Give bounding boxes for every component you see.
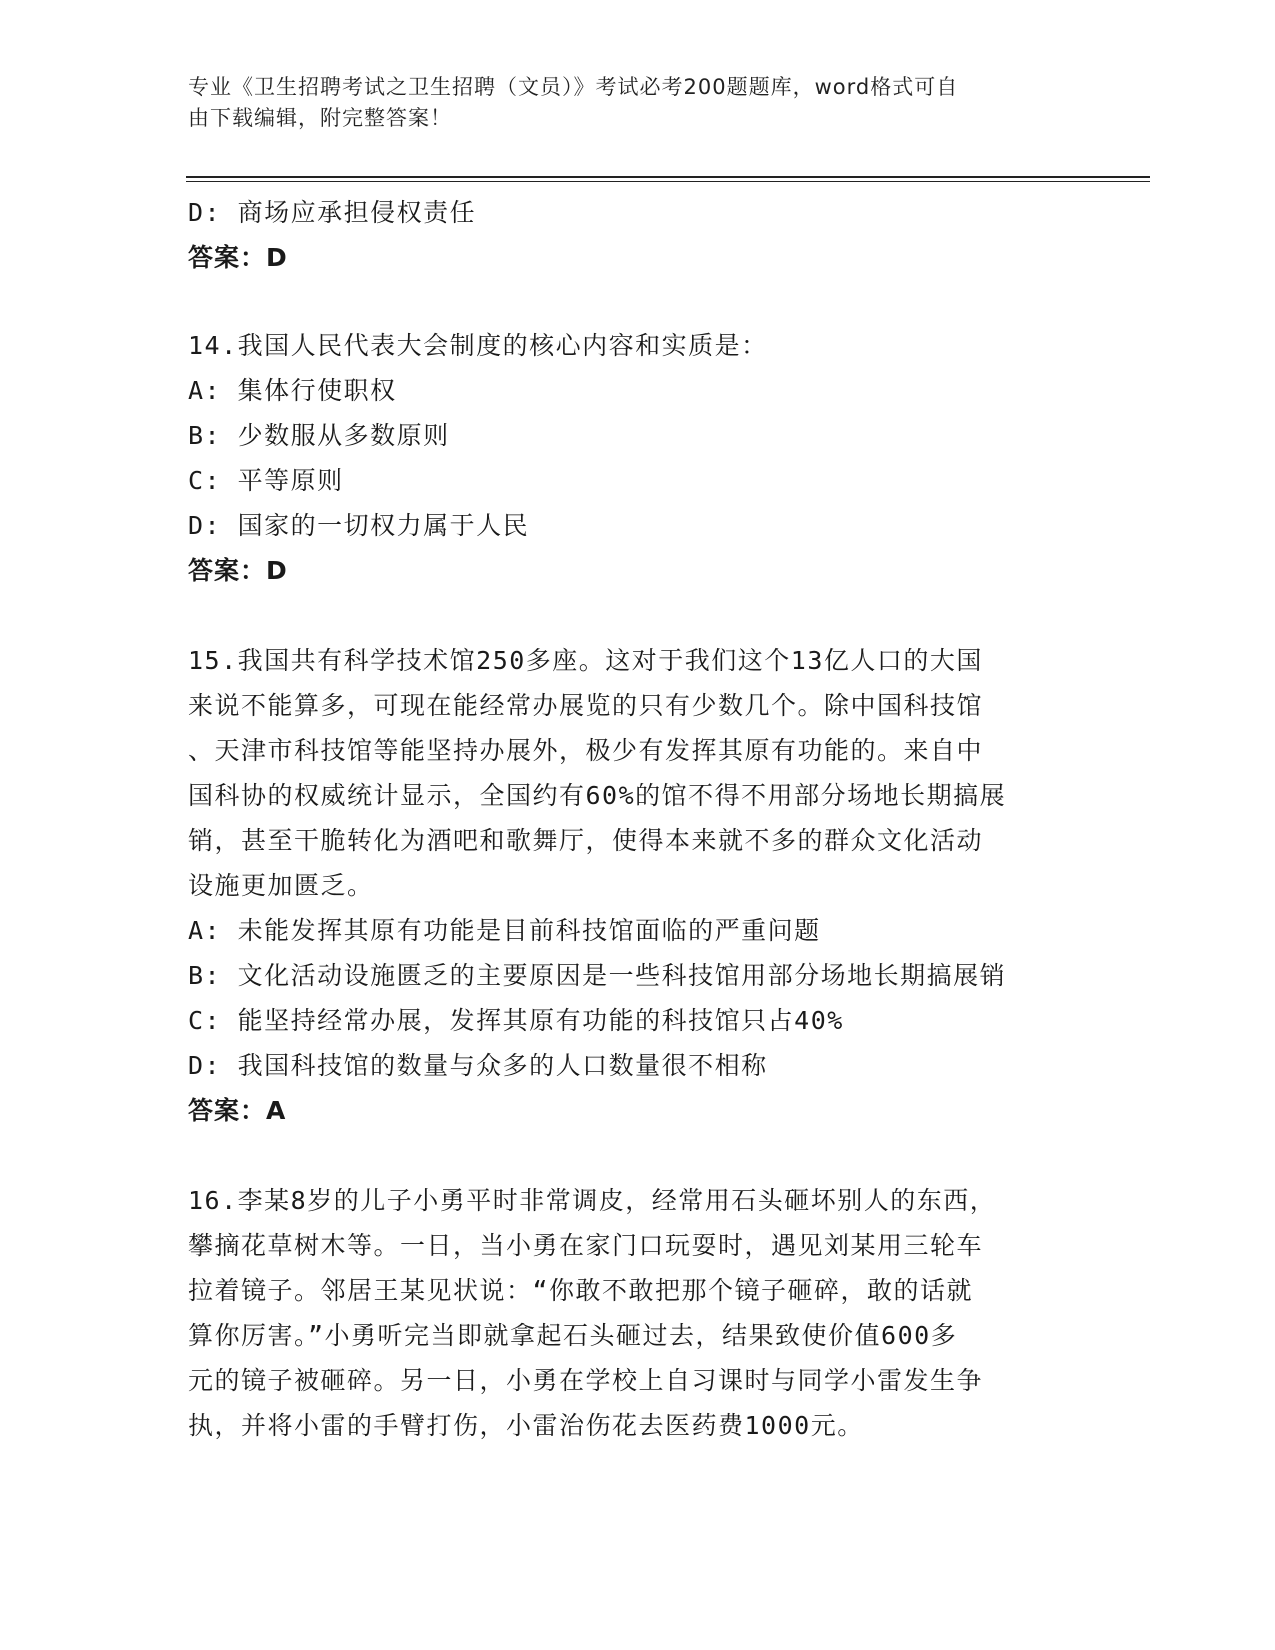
q14-option-c: C: 平等原则 bbox=[188, 466, 344, 495]
q15-stem-line: 国科协的权威统计显示，全国约有60%的馆不得不用部分场地长期搞展 bbox=[188, 781, 1007, 810]
q15-stem-line: 设施更加匮乏。 bbox=[188, 871, 374, 900]
q16-stem-line: 攀摘花草树木等。一日，当小勇在家门口玩耍时，遇见刘某用三轮车 bbox=[188, 1231, 984, 1260]
q14-option-a: A: 集体行使职权 bbox=[188, 376, 397, 405]
q13-option-d: D: 商场应承担侵权责任 bbox=[188, 198, 477, 227]
q13-answer: 答案：D bbox=[188, 243, 288, 272]
spacer bbox=[188, 593, 1088, 638]
q15-option-a: A: 未能发挥其原有功能是目前科技馆面临的严重问题 bbox=[188, 916, 821, 945]
q14-option-d: D: 国家的一切权力属于人民 bbox=[188, 511, 530, 540]
document-header bbox=[188, 72, 1068, 134]
q15-stem-line: 销，甚至干脆转化为酒吧和歌舞厅，使得本来就不多的群众文化活动 bbox=[188, 826, 984, 855]
q15-stem-line: 15.我国共有科学技术馆250多座。这对于我们这个13亿人口的大国 bbox=[188, 646, 983, 675]
q16-stem-line: 元的镜子被砸碎。另一日，小勇在学校上自习课时与同学小雷发生争 bbox=[188, 1366, 984, 1395]
q16-stem-line: 算你厉害。”小勇听完当即就拿起石头砸过去，结果致使价值600多 bbox=[188, 1321, 958, 1350]
header-line-2: 由下载编辑，附完整答案！ bbox=[188, 106, 452, 130]
document-body bbox=[188, 190, 1088, 1448]
q14-option-b: B: 少数服从多数原则 bbox=[188, 421, 450, 450]
q16-stem-line: 拉着镜子。邻居王某见状说：“你敢不敢把那个镜子砸碎，敢的话就 bbox=[188, 1276, 974, 1305]
q14-stem: 14.我国人民代表大会制度的核心内容和实质是： bbox=[188, 331, 768, 360]
q15-stem bbox=[188, 638, 1073, 908]
q15-option-b: B: 文化活动设施匮乏的主要原因是一些科技馆用部分场地长期搞展销 bbox=[188, 961, 1007, 990]
spacer bbox=[188, 1133, 1088, 1178]
q15-answer: 答案：A bbox=[188, 1096, 287, 1125]
q15-option-c: C: 能坚持经常办展，发挥其原有功能的科技馆只占40% bbox=[188, 1006, 844, 1035]
q16-stem-line: 执，并将小雷的手臂打伤，小雷治伤花去医药费1000元。 bbox=[188, 1411, 864, 1440]
header-rule-thin bbox=[186, 181, 1150, 182]
q14-answer: 答案：D bbox=[188, 556, 288, 585]
header-rule-thick bbox=[186, 176, 1150, 178]
header-line-1: 专业《卫生招聘考试之卫生招聘（文员）》考试必考200题题库，word格式可自 bbox=[188, 75, 959, 99]
q16-stem bbox=[188, 1178, 1073, 1448]
spacer bbox=[188, 280, 1088, 325]
q15-stem-line: 、天津市科技馆等能坚持办展外，极少有发挥其原有功能的。来自中 bbox=[188, 736, 984, 765]
q16-stem-line: 16.李某8岁的儿子小勇平时非常调皮，经常用石头砸坏别人的东西， bbox=[188, 1186, 997, 1215]
q15-option-d: D: 我国科技馆的数量与众多的人口数量很不相称 bbox=[188, 1051, 768, 1080]
q15-stem-line: 来说不能算多，可现在能经常办展览的只有少数几个。除中国科技馆 bbox=[188, 691, 984, 720]
